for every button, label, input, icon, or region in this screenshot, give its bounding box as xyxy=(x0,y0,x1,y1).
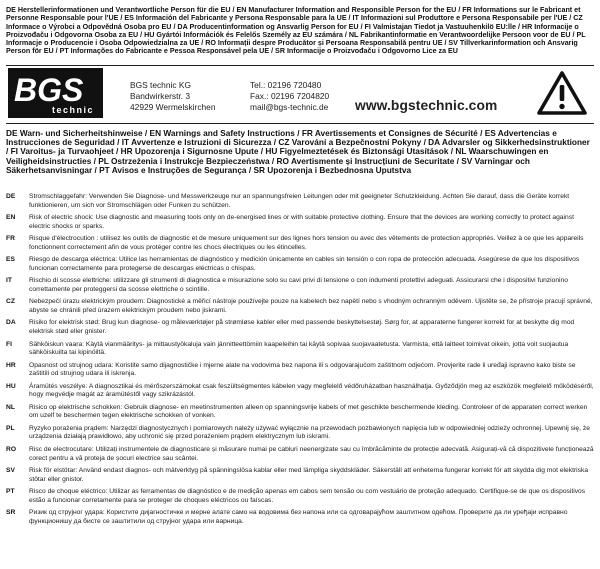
language-code: SV xyxy=(6,467,15,475)
list-item xyxy=(6,319,594,336)
language-code: HR xyxy=(6,361,16,369)
instruction-text: Áramütés veszélye: A diagnosztikai és mérőszerszámokat csak feszültségmentes kábelen vagy megfelelő védőruházatban használhatja. Győződjön meg az eszközök megfelelő működéséről, hogy megvédje magát az áramütéstől vagy szikrázástól. xyxy=(29,382,594,399)
divider-top xyxy=(6,65,594,66)
divider-middle xyxy=(6,123,594,124)
language-code: FR xyxy=(6,235,15,243)
list-item xyxy=(6,193,594,210)
language-code: NL xyxy=(6,403,15,411)
list-item xyxy=(6,467,594,484)
manufacturer-info-heading: DE Herstellerinformationen und Verantwortliche Person für die EU / EN Manufacturer Information and Responsible Person for the EU / FR Informations sur le Fabricant et Personne Responsable pour l'UE / ES Información del Fabricante y Persona Responsable para la UE / IT Informazioni sul Produttore e Persona Responsabile per l'UE / CZ Informace o Výrobci a Odpovědná Osoba pro EU / DA Producentinformation og Ansvarlig Person for EU / FI Valmistajan Tiedot ja Vastuuhenkilö EU:lle / HR Informacije o Proizvođaču i Odgovorna Osoba za EU / HU Gyártói Információk és Felelős Személy az EU számára / NL Fabrikantinformatie en Verantwoordelijke Persoon voor de EU / PL Informacje o Producencie i Osoba Odpowiedzialna za UE / RO Informații despre Producător și Persoana Responsabilă pentru UE / SV Tillverkarinformation och Ansvarig Person för EU / PT Informações do Fabricante e Pessoa Responsável pela UE / SR Informacije o Proizvođaču i Odgovorno Lice za EU xyxy=(6,6,586,56)
instruction-text: Risiko for elektrisk stød: Brug kun diagnose- og måleværktøjer på strømløse kabler eller med passende beskyttelsestøj. Sørg for, at apparaterne fungerer korrekt for at beskytte dig mod elektrisk stød eller gnister. xyxy=(29,319,575,336)
instruction-text: Risc de electrocutare: Utilizați instrumentele de diagnosticare și măsurare numai pe cabluri neenergizate sau cu îmbrăcăminte de protecție adecvată. Asigurați-vă că dispozitivele funcționează corect pentru a vă proteja de șocuri electrice sau scântei. xyxy=(29,445,594,462)
instruction-text: Stromschlaggefahr: Verwenden Sie Diagnose- und Messwerkzeuge nur an spannungsfreien Leitungen oder mit geeigneter Schutzkleidung. Achten Sie darauf, dass die Geräte korrekt funktionieren, um sich vor Stromschlägen oder Funken zu schützen. xyxy=(29,193,570,209)
instruction-text: Risk för elstötar: Använd endast diagnos- och mätverktyg på spänningslösa kablar eller med lämpliga skyddskläder. Säkerställ att enheterna fungerar korrekt för att skydda dig mot elektriska stötar eller gnistor. xyxy=(29,467,589,483)
list-item xyxy=(6,341,594,358)
warning-triangle-icon xyxy=(536,70,588,116)
list-item xyxy=(6,488,594,505)
company-contact xyxy=(250,80,329,113)
language-code: PT xyxy=(6,488,15,496)
instruction-text: Risico op elektrische schokken: Gebruik diagnose- en meetinstrumenten alleen op spanningsvrije kabels of met geschikte beschermende kleding. Controleer of de apparaten correct werken om uzelf te beschermen tegen elektrische schokken of vonken. xyxy=(29,403,588,420)
list-item xyxy=(6,256,594,273)
instruction-text: Opasnost od strujnog udara: Koristite samo dijagnostičke i mjerne alate na vodovima bez napona ili s odgovarajućom zaštitnom odjećom. Provjerite rade li uređaji ispravno kako biste se zaštitili od strujnog udara ili iskrenja. xyxy=(29,361,576,378)
language-code: PL xyxy=(6,424,15,432)
instruction-text: Risco de choque eléctrico: Utilizar as ferramentas de diagnóstico e de medição apenas em cabos sem tensão ou com vestuário de proteção adequado. Certifique-se de que os dispositivos estão a funcionar corretamente para se proteger de choques eléctricos ou faíscas. xyxy=(29,488,586,504)
instruction-text: Nebezpečí úrazu elektrickým proudem: Diagnostické a měřicí nástroje používejte pouze na kabelech bez napětí nebo s vhodným ochranným oděvem. Ujistěte se, že přístroje pracují správně, abyste se chránili před úrazem elektrickým proudem nebo jiskrami. xyxy=(29,298,593,314)
instruction-text: Riesgo de descarga eléctrica: Utilice las herramientas de diagnóstico y medición únicamente en cables sin tensión o con ropa de protección adecuada. Asegúrese de que los dispositivos funcionan correctamente para protegerse de descargas eléctricas o chispas. xyxy=(29,256,580,272)
list-item xyxy=(6,362,594,379)
instruction-text: Risk of electric shock: Use diagnostic and measuring tools only on de-energised lines or with suitable protective clothing. Ensure that the devices are working correctly to protect against electric shocks or sparks. xyxy=(29,214,574,230)
language-code: CZ xyxy=(6,298,15,306)
list-item xyxy=(6,298,594,315)
safety-instructions-list xyxy=(6,193,594,530)
fax-number: Fax.: 02196 7204820 xyxy=(250,91,330,101)
company-address xyxy=(130,80,216,113)
language-code: HU xyxy=(6,382,16,390)
list-item xyxy=(6,277,594,294)
language-code: DE xyxy=(6,193,16,200)
list-item xyxy=(6,509,594,526)
language-code: IT xyxy=(6,277,12,285)
language-code: ES xyxy=(6,256,15,264)
language-code: RO xyxy=(6,445,17,453)
email-address: mail@bgs-technic.de xyxy=(250,102,329,112)
instruction-text: Ризик од струјног удара: Користите дијагностичке и мерне алате само на водовима без напона или са одговарајућом заштитном одећом. Проверите да ли уређаји исправно функционишу да бисте се заштитили од струјног удара или варница. xyxy=(29,509,568,525)
list-item xyxy=(6,446,594,463)
bgs-logo xyxy=(8,68,103,118)
website-url: www.bgstechnic.com xyxy=(355,98,498,113)
company-city: 42929 Wermelskirchen xyxy=(130,102,216,112)
language-code: FI xyxy=(6,340,12,348)
list-item xyxy=(6,383,594,400)
language-code: SR xyxy=(6,509,16,517)
list-item xyxy=(6,214,594,231)
logo-letters: BGS xyxy=(14,72,84,108)
list-item xyxy=(6,235,594,252)
safety-instructions-heading: DE Warn- und Sicherheitshinweise / EN Warnings and Safety Instructions / FR Avertissements et Consignes de Sécurité / ES Advertencias e Instrucciones de Seguridad / IT Avvertenze e Istruzioni di Sicurezza / CZ Varování a Bezpečnostní Pokyny / DA Advarsler og Sikkerhedsinstruktioner / FI Varoitus- ja Turvaohjeet / HR Upozorenja i Sigurnosne Upute / HU Figyelmeztetések és Biztonsági Utasítások / NL Waarschuwingen en Veiligheidsinstructies / PL Ostrzeżenia i Instrukcje Bezpieczeństwa / RO Avertismente și Instrucțiuni de Securitate / SV Varningar och Säkerhetsanvisningar / PT Avisos e Instruções de Segurança / SR Upozorenja i Bezbednosna Uputstva xyxy=(6,128,590,175)
instruction-text: Risque d'électrocution : utilisez les outils de diagnostic et de mesure uniquement sur des lignes hors tension ou avec des vêtements de protection appropriés. Veillez à ce que les appareils fonctionnent correctement afin de vous protéger contre les chocs électriques ou les étincelles. xyxy=(29,235,584,251)
language-code: DA xyxy=(6,319,16,327)
company-name: BGS technic KG xyxy=(130,80,191,90)
instruction-text: Sähköiskun vaara: Käytä vianmääritys- ja mittaustyökaluja vain jännitteettömiin kaapeleihin tai käytä sopivaa suojavaatetusta. Varmista, että laitteet toimivat oikein, jotta voit suojautua sähköiskuilta tai kipinöiltä. xyxy=(29,340,569,357)
logo-subtitle: technic xyxy=(52,105,95,115)
company-street: Bandwirkerstr. 3 xyxy=(130,91,191,101)
phone-number: Tel.: 02196 720480 xyxy=(250,80,322,90)
list-item xyxy=(6,404,594,421)
list-item xyxy=(6,425,594,442)
instruction-text: Ryzyko porażenia prądem: Narzędzi diagnostycznych i pomiarowych należy używać wyłącznie na przewodach pozbawionych napięcia lub w odpowiedniej odzieży ochronnej. Upewnij się, że urządzenia działają prawidłowo, aby uchronić się przed porażeniem prądem elektrycznym lub iskrami. xyxy=(29,424,590,441)
language-code: EN xyxy=(6,214,16,222)
instruction-text: Rischio di scosse elettriche: utilizzare gli strumenti di diagnostica e misurazione solo su cavi privi di tensione o con indumenti protettivi adeguati. Assicurarsi che i dispositivi funzionino correttamente per proteggersi da scosse elettriche o scintille. xyxy=(29,277,568,293)
